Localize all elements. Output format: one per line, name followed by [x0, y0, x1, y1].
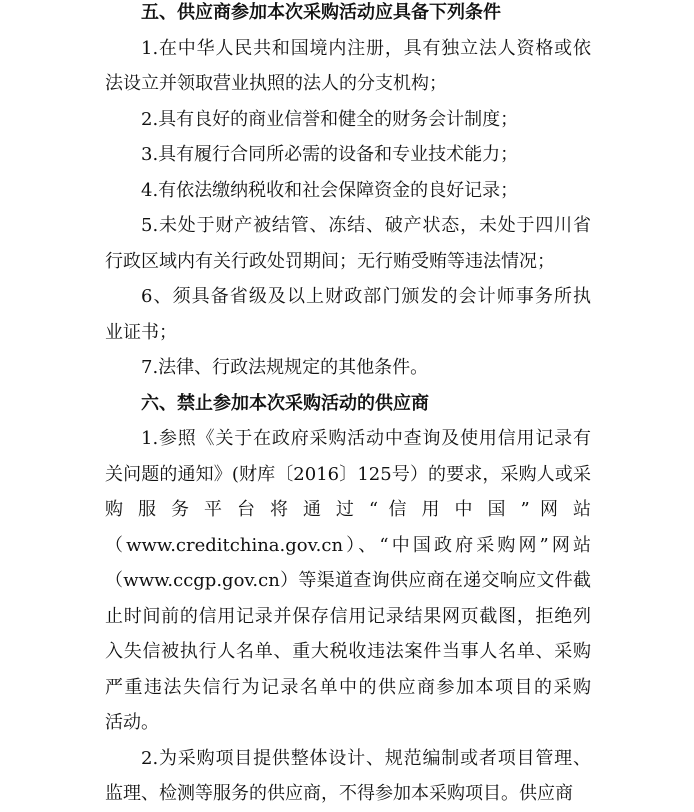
- paragraph: [105, 31, 591, 102]
- paragraph-line: （www.ccgp.gov.cn）等渠道查询供应商在递交响应文件截: [105, 570, 591, 591]
- paragraph-line: 入失信被执行人名单、重大税收违法案件当事人名单、采购: [105, 641, 591, 662]
- paragraph-line: 1.参照《关于在政府采购活动中查询及使用信用记录有: [141, 428, 591, 449]
- section-heading: 五、供应商参加本次采购活动应具备下列条件: [141, 2, 501, 23]
- paragraph-line: 2.为采购项目提供整体设计、规范编制或者项目管理、: [141, 747, 591, 769]
- paragraph-line: 监理、检测等服务的供应商，不得参加本采购项目。供应商: [105, 783, 573, 804]
- document-body: [105, 0, 591, 812]
- paragraph-line: 3.具有履行合同所必需的设备和专业技术能力；: [141, 144, 519, 165]
- paragraph-line: 止时间前的信用记录并保存信用记录结果网页截图，拒绝列: [105, 605, 591, 627]
- paragraph-line: 购 服 务 平 台 将 通 过 “ 信 用 中 国 ” 网 站: [105, 499, 591, 520]
- paragraph-line: 2.具有良好的商业信誉和健全的财务会计制度；: [141, 108, 519, 130]
- paragraph-line: 5.未处于财产被结管、冻结、破产状态，未处于四川省: [141, 215, 591, 236]
- paragraph: [105, 279, 591, 350]
- section-heading: 六、禁止参加本次采购活动的供应商: [141, 392, 429, 414]
- paragraph-line: 严重违法失信行为记录名单中的供应商参加本项目的采购: [105, 676, 591, 698]
- paragraph-line: （www.creditchina.gov.cn）、“中国政府采购网”网站: [105, 534, 591, 556]
- paragraph: [105, 421, 591, 741]
- paragraph: [105, 741, 591, 812]
- paragraph-line: 关问题的通知》(财库〔2016〕125号）的要求，采购人或采: [105, 463, 591, 485]
- paragraph-line: 6、须具备省级及以上财政部门颁发的会计师事务所执: [141, 286, 591, 307]
- paragraph: [105, 208, 591, 279]
- paragraph-line: 行政区域内有关行政处罚期间；无行贿受贿等违法情况；: [105, 250, 555, 272]
- paragraph-line: 活动。: [105, 712, 159, 733]
- paragraph: [105, 350, 591, 386]
- paragraph-line: 业证书；: [105, 321, 177, 343]
- paragraph: [105, 102, 591, 138]
- paragraph-line: 1.在中华人民共和国境内注册，具有独立法人资格或依: [141, 37, 591, 59]
- paragraph-line: 法设立并领取营业执照的法人的分支机构；: [105, 73, 447, 94]
- paragraph: [105, 137, 591, 173]
- paragraph: [105, 173, 591, 209]
- paragraph-line: 4.有依法缴纳税收和社会保障资金的良好记录；: [141, 179, 519, 201]
- paragraph-line: 7.法律、行政法规规定的其他条件。: [141, 357, 429, 378]
